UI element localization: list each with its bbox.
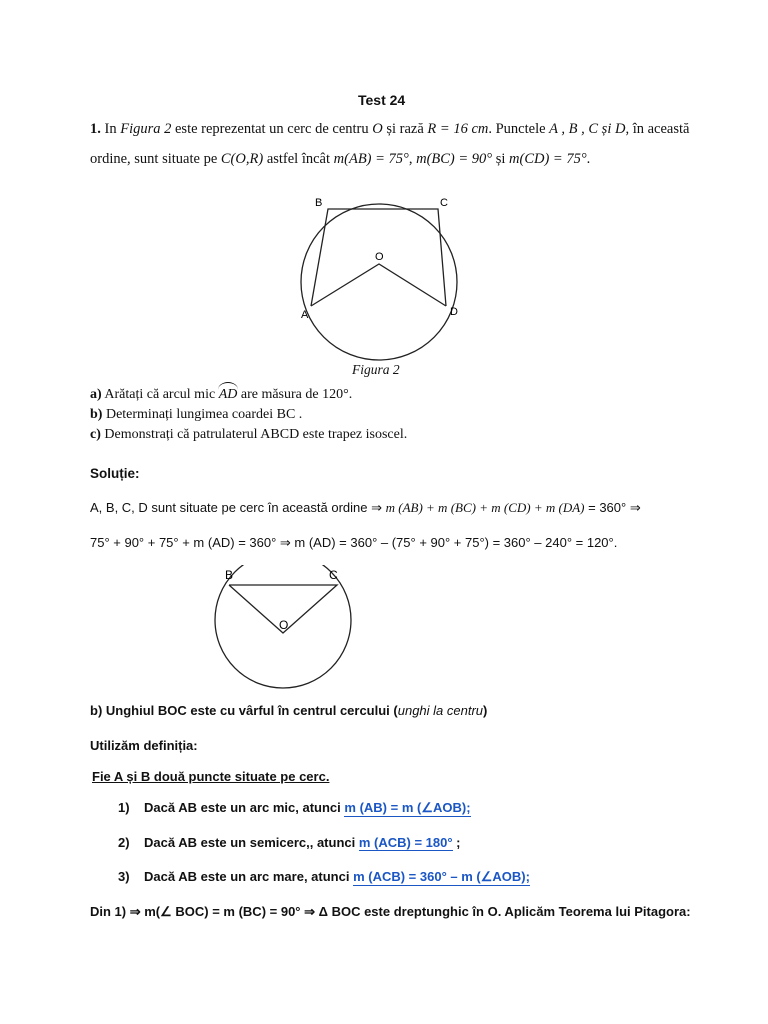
figure-boc-label-b: B	[225, 568, 234, 582]
arc-bc-measure: m(BC) = 90°	[416, 151, 493, 167]
use-definition: Utilizăm definiția:	[90, 738, 198, 753]
problem-line-1: 1. In Figura 2 este reprezentat un cerc de centru O și rază R = 16 cm. Punctele A , B , C și D, în această	[90, 121, 690, 137]
question-c: c) Demonstrați că patrulaterul ABCD este trapez isoscel.	[90, 427, 408, 442]
question-a: a) Arătați că arcul mic AD are măsura de 120°.	[90, 387, 353, 402]
radius-value: R = 16 cm	[427, 121, 489, 137]
formula-arc-mare: m (ACB) = 360° – m (∠AOB);	[353, 869, 530, 884]
definition-item-1: 1) Dacă AB este un arc mic, atunci m (AB) = m (∠AOB);	[118, 800, 471, 815]
figure-ref: Figura 2	[120, 121, 172, 137]
arc-cd-measure: m(CD) = 75°	[509, 151, 587, 167]
figure-2	[290, 185, 480, 365]
figure-boc	[205, 565, 365, 695]
figure2-label-d: D	[450, 306, 458, 318]
figure2-label-a: A	[301, 309, 309, 321]
arcs-sum: m (AB) + m (BC) + m (CD) + m (DA)	[385, 500, 585, 515]
formula-semicerc: m (ACB) = 180°	[358, 835, 453, 850]
figure-boc-label-o: O	[279, 618, 289, 632]
figure-boc-label-c: C	[329, 568, 338, 582]
figure2-label-o: O	[375, 251, 384, 263]
arc-ad: AD	[218, 387, 238, 402]
formula-arc-mic: m (AB) = m (∠AOB);	[344, 800, 471, 815]
figure2-label-c: C	[440, 197, 448, 209]
arc-ab-measure: m(AB) = 75°	[333, 151, 409, 167]
definition-item-2: 2) Dacă AB este un semicerc,, atunci m (ACB) = 180° ;	[118, 835, 461, 850]
figure2-caption: Figura 2	[352, 362, 400, 377]
problem-number: 1.	[90, 121, 101, 137]
solution-b: b) Unghiul BOC este cu vârful în centrul cercului (unghi la centru)	[90, 703, 488, 718]
figure2-radii	[311, 264, 446, 306]
solution-final-line: Din 1) ⇒ m(∠ BOC) = m (BC) = 90° ⇒ Δ BOC este dreptunghic în O. Aplicăm Teorema lui Pitagora:	[90, 904, 691, 919]
definition-item-3: 3) Dacă AB este un arc mare, atunci m (ACB) = 360° – m (∠AOB);	[118, 869, 530, 884]
solution-line-1: A, B, C, D sunt situate pe cerc în această ordine ⇒ m (AB) + m (BC) + m (CD) + m (DA) = 360° ⇒	[90, 500, 641, 515]
solution-heading: Soluție:	[90, 466, 140, 481]
solution-line-2: 75° + 90° + 75° + m (AD) = 360° ⇒ m (AD) = 360° – (75° + 90° + 75°) = 360° – 240° = 120°.	[90, 535, 618, 550]
problem-line-2: ordine, sunt situate pe C(O,R) astfel încât m(AB) = 75°, m(BC) = 90° și m(CD) = 75°.	[90, 151, 591, 167]
question-b: b) Determinați lungimea coardei BC .	[90, 407, 303, 422]
definition-heading: Fie A și B două puncte situate pe cerc.	[92, 769, 330, 784]
circle-notation: C(O,R)	[220, 151, 264, 167]
figure2-label-b: B	[315, 197, 323, 209]
page-title: Test 24	[358, 92, 406, 108]
